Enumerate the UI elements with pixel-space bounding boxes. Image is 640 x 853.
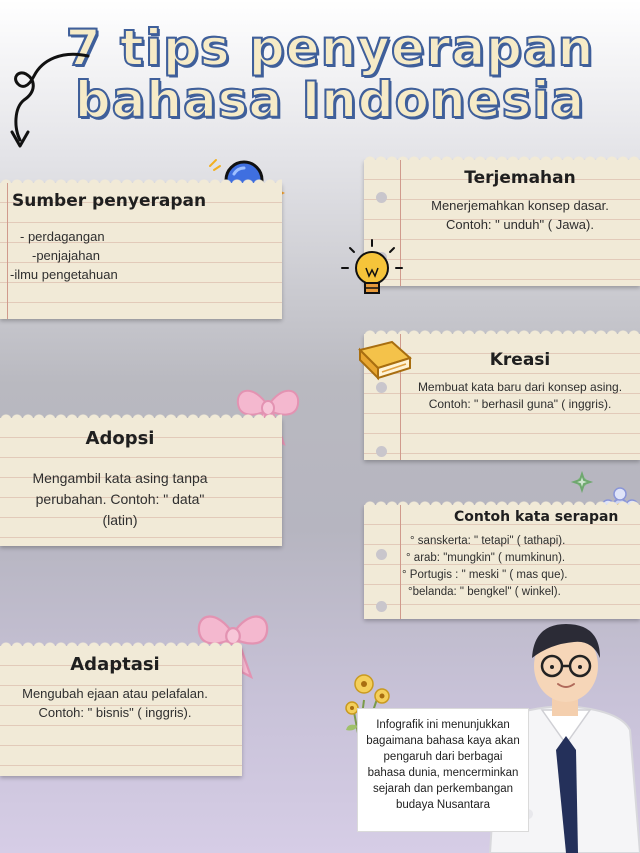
list-item: -ilmu pengetahuan <box>10 267 118 282</box>
lightbulb-icon <box>340 238 404 302</box>
note-contoh-kata-serapan <box>364 505 640 619</box>
list-item: -penjajahan <box>32 248 100 263</box>
arrow-doodle-icon <box>2 48 92 153</box>
list-item: ° Portugis : " meski " ( mas que). <box>402 569 568 581</box>
page-title <box>60 19 600 129</box>
note-title: Adopsi <box>85 428 155 449</box>
note-text: Membuat kata baru dari konsep asing. Contoh: " berhasil guna" ( inggris). <box>417 380 623 411</box>
note-title: Contoh kata serapan <box>454 509 619 525</box>
note-title: Adaptasi <box>70 654 160 675</box>
note-text: Mengambil kata asing tanpa perubahan. Contoh: " data" (latin) <box>32 470 208 528</box>
note-text <box>10 227 118 284</box>
note-title: Terjemahan <box>464 168 576 188</box>
note-title: Kreasi <box>489 350 551 370</box>
list-item: ° sanskerta: " tetapi" ( tathapi). <box>410 535 566 547</box>
title-line-2: bahasa Indonesia <box>74 71 586 129</box>
note-adaptasi <box>0 646 242 776</box>
list-item: °belanda: " bengkel" ( winkel). <box>408 586 561 598</box>
note-title: Sumber penyerapan <box>12 191 207 211</box>
list-item: - perdagangan <box>20 229 105 244</box>
list-item: ° arab: "mungkin" ( mumkinun). <box>406 552 566 564</box>
note-text: Mengubah ejaan atau pelafalan. Contoh: " bisnis" ( inggris). <box>22 686 208 720</box>
note-text: Menerjemahkan konsep dasar. Contoh: " unduh" ( Jawa). <box>431 198 609 232</box>
note-terjemahan <box>364 160 640 286</box>
title-line-1: 7 tips penyerapan <box>65 19 595 77</box>
note-adopsi <box>0 418 282 546</box>
note-sumber-penyerapan <box>0 183 282 319</box>
note-text <box>402 533 568 601</box>
caption-box: Infografik ini menunjukkan bagaimana bahasa kaya akan pengaruh dari berbagai bahasa dunia, mencerminkan sejarah dan perkembangan budaya Nusantara <box>357 708 529 832</box>
book-icon <box>354 340 414 384</box>
